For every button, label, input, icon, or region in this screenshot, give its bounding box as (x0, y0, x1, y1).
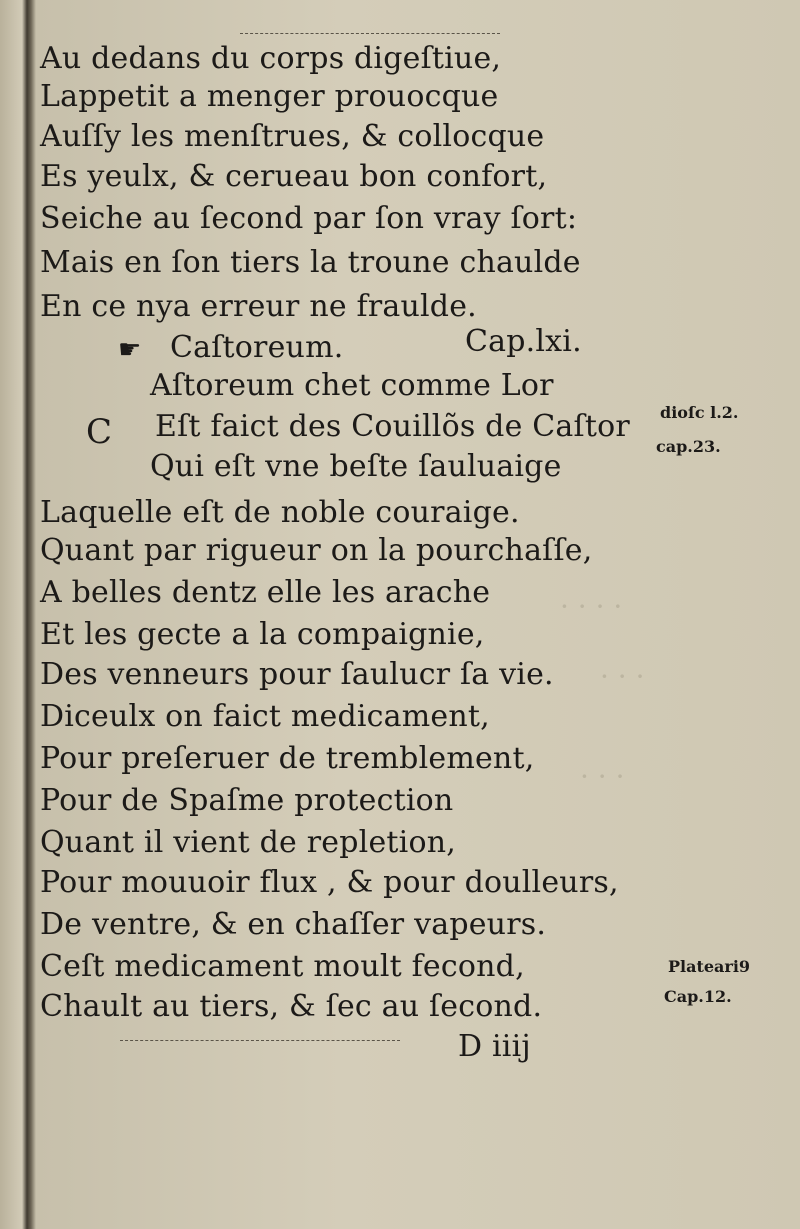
book-gutter (0, 0, 36, 1229)
bottom-rule (120, 1040, 400, 1041)
verse-line: Au dedans du corps digeſtiue, (40, 41, 502, 76)
verse-line: Et les gecte a la compaignie, (40, 617, 485, 652)
verse-line: Seiche au ſecond par ſon vray ſort: (40, 201, 578, 236)
margin-citation-line: Plateari9 (668, 957, 751, 976)
verse-line: Lappetit a menger prouocque (40, 79, 499, 114)
chapter-number: Cap.lxi. (465, 324, 582, 359)
show-through-bleed: · · · · (560, 590, 623, 623)
margin-letter: C (86, 412, 113, 452)
verse-line: Mais en ſon tiers la troune chaulde (40, 245, 581, 280)
show-through-bleed: · · · (600, 660, 645, 693)
top-rule (240, 33, 500, 34)
verse-line: Des venneurs pour ſaulucr ſa vie. (40, 657, 554, 692)
verse-line: Aſtoreum chet comme Lor (150, 368, 554, 403)
verse-line: Qui eſt vne beſte ſauluaige (150, 449, 562, 484)
margin-citation-line: cap.23. (656, 437, 721, 456)
verse-line: Chault au tiers, & ſec au ſecond. (40, 989, 543, 1024)
verse-line: Pour mouuoir flux , & pour doulleurs, (40, 865, 619, 900)
verse-line: Eſt faict des Couillõs de Caſtor (155, 409, 630, 444)
verse-line: En ce nya erreur ne fraulde. (40, 289, 477, 324)
verse-line: Auſſy les menſtrues, & collocque (40, 119, 545, 154)
pointing-hand-icon: ☛ (118, 335, 142, 365)
show-through-bleed: · · · (580, 760, 625, 793)
verse-line: Diceulx on faict medicament, (40, 699, 490, 734)
verse-line: Ceſt medicament moult fecond, (40, 949, 525, 984)
verse-line: Pour de Spaſme protection (40, 783, 454, 818)
verse-line: Quant il vient de repletion, (40, 825, 456, 860)
signature-mark: D iiij (458, 1029, 531, 1064)
verse-line: Laquelle eſt de noble couraige. (40, 495, 520, 530)
chapter-title: Caſtoreum. (170, 330, 344, 365)
verse-line: Pour preſeruer de tremblement, (40, 741, 535, 776)
margin-citation-line: dioſc l.2. (660, 403, 739, 422)
verse-line: Es yeulx, & cerueau bon confort, (40, 159, 548, 194)
verse-line: A belles dentz elle les arache (40, 575, 491, 610)
verse-line: De ventre, & en chaſſer vapeurs. (40, 907, 547, 942)
margin-citation-line: Cap.12. (664, 987, 732, 1006)
verse-line: Quant par rigueur on la pourchaſſe, (40, 533, 593, 568)
